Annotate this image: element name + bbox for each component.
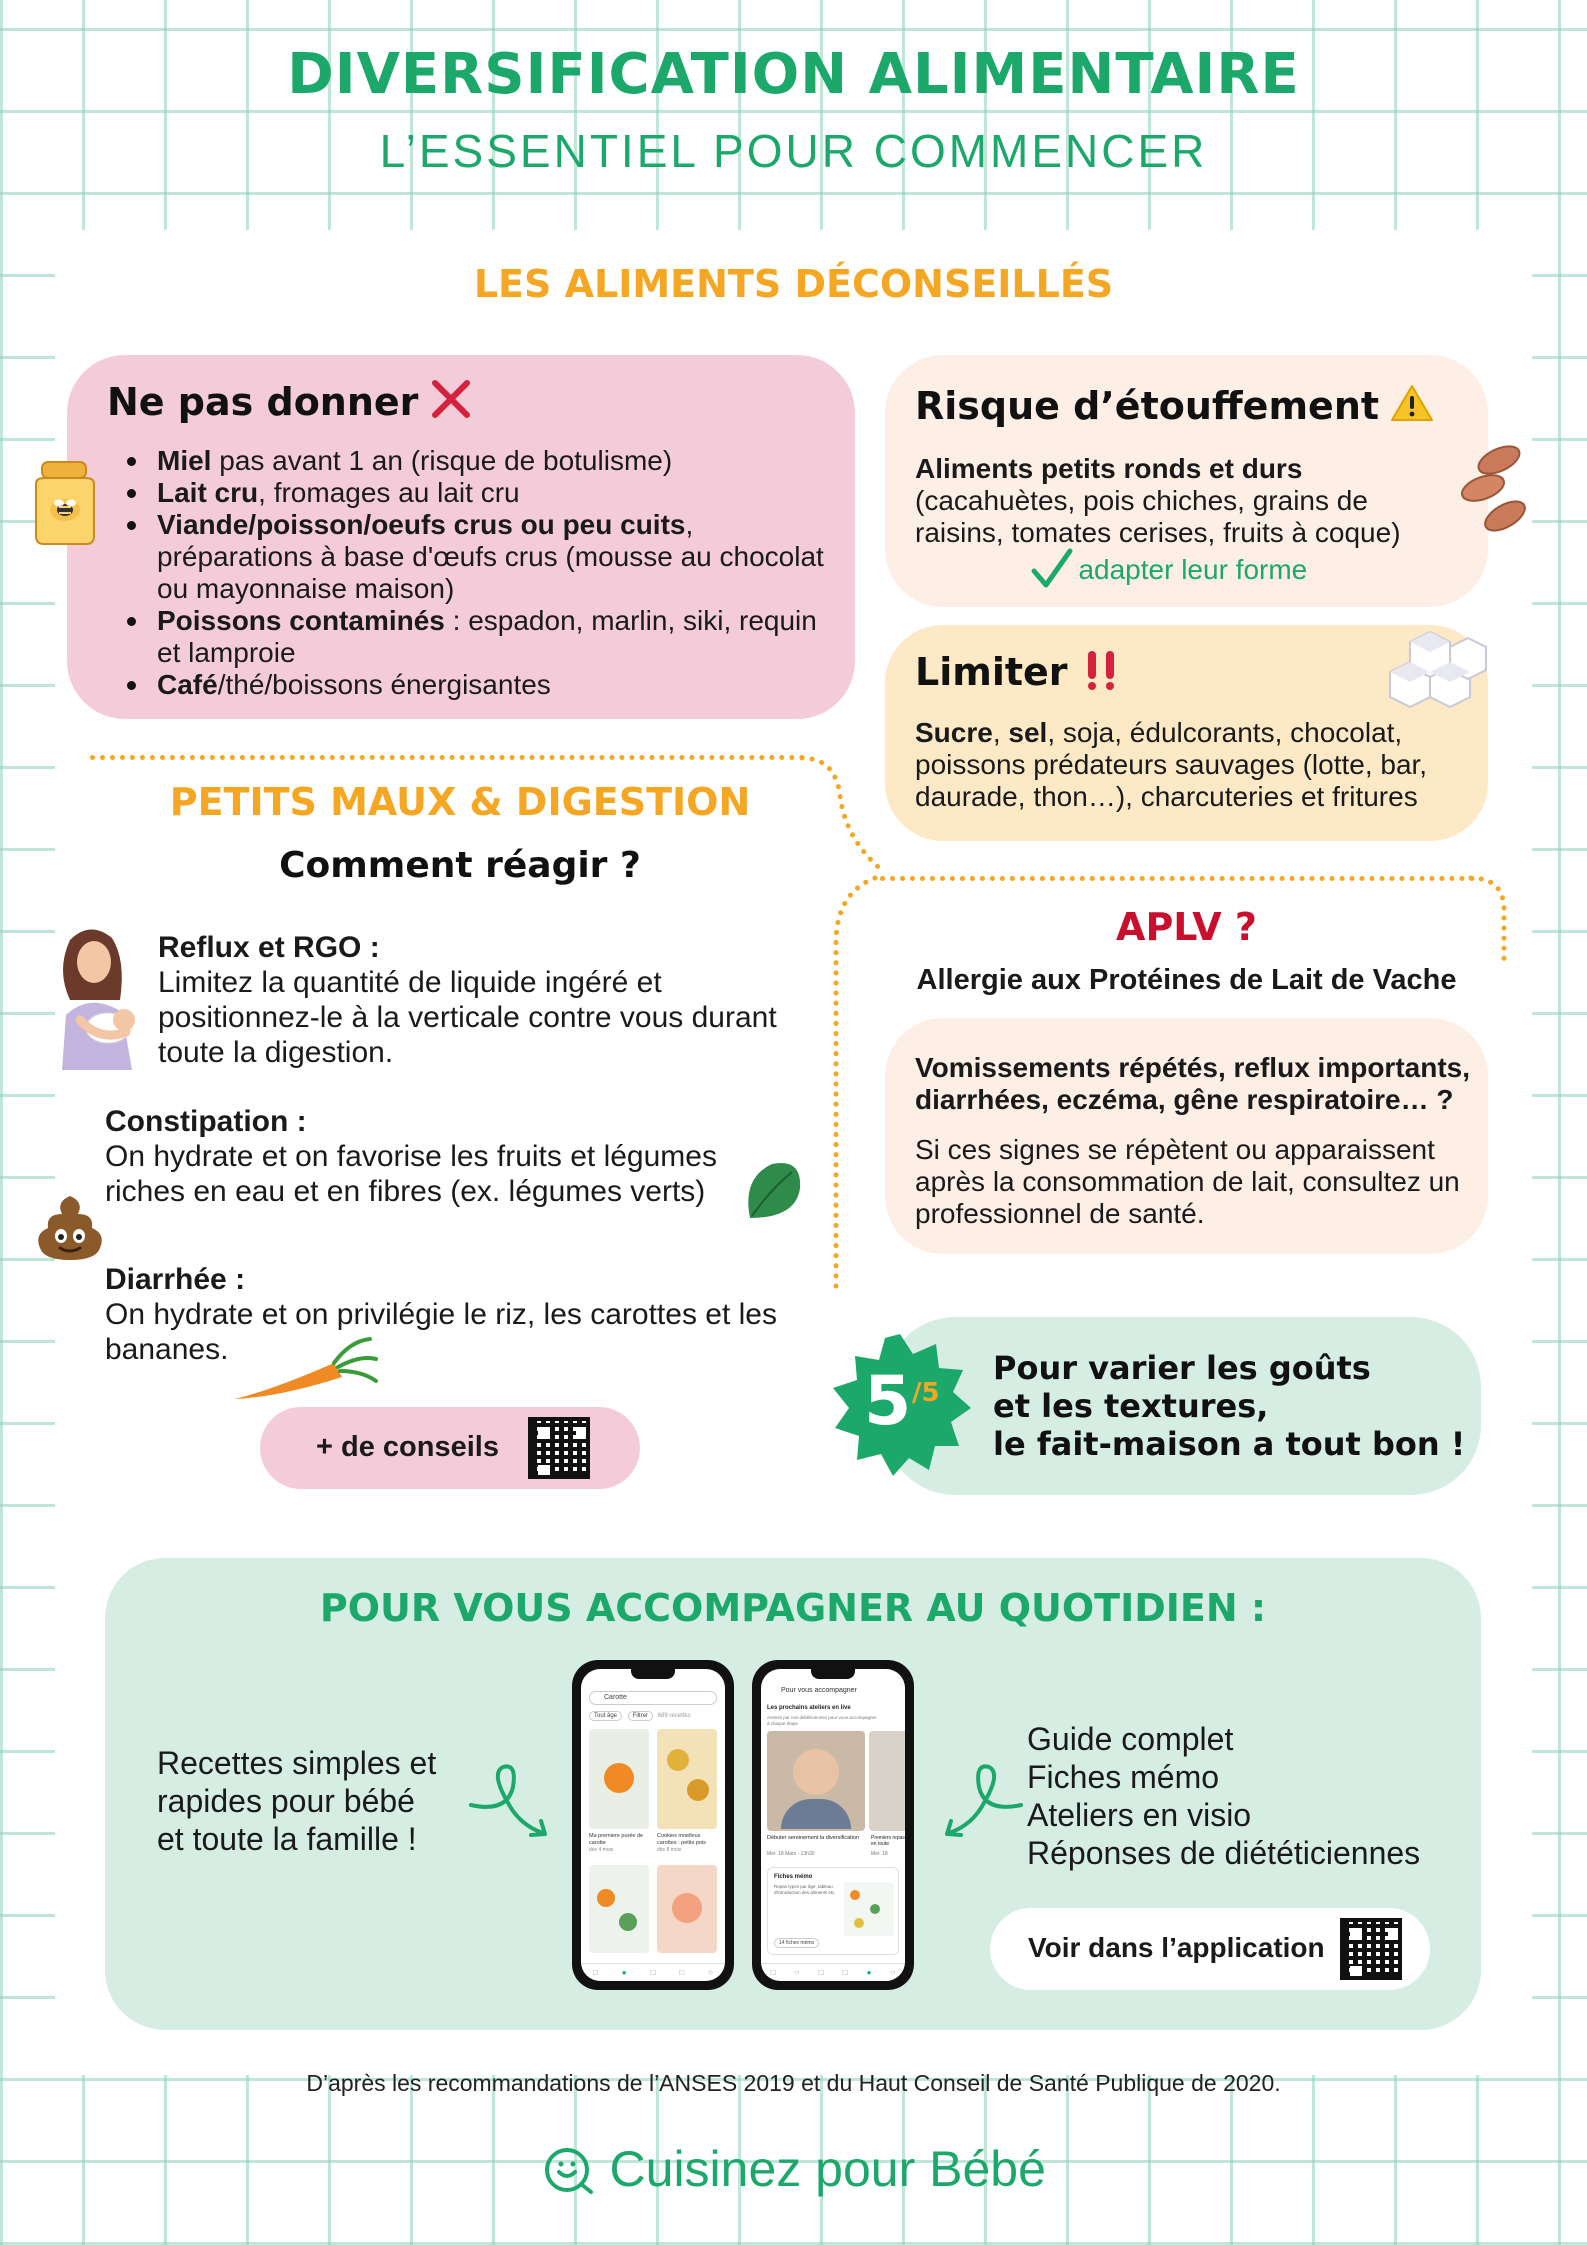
list-item: Guide complet <box>1027 1721 1234 1757</box>
limiter-text: , soja, édulcorants, chocolat, poissons prédateurs sauvages (lotte, bar, daurade, thon…), charcuteries et fritures <box>915 717 1428 812</box>
warning-icon <box>1390 383 1434 423</box>
list-item: Poissons contaminés : espadon, marlin, siki, requin et lamproie <box>107 605 827 669</box>
maux-subtitle: Comment réagir ? <box>279 845 641 886</box>
chef-logo-icon <box>541 2142 597 2198</box>
recipe-thumb <box>589 1865 649 1953</box>
app-button[interactable] <box>990 1908 1430 1990</box>
diarrhee-block <box>105 1262 805 1367</box>
phone-mockup-support: Pour vous accompagner Les prochains ateliers en live Animés par nos diététiciennes pour vous accompagner à chaque étape Débuter sereinement la diversification Mer. 18 Mars · 13h30 Premiers repas en toute Mer. 18 Fiches mémo Repas types par âge, tableau d'introduction des aliments etc. 14 fiches mémo □ ○ □ □ ● ○ <box>752 1660 914 1990</box>
reflux-block <box>158 930 828 1070</box>
page-title: DIVERSIFICATION ALIMENTAIRE <box>287 42 1300 107</box>
recipe-thumb <box>657 1865 717 1953</box>
qr-code-icon[interactable] <box>528 1417 590 1479</box>
brand-logo <box>0 2140 1587 2198</box>
badge-sup: /5 <box>912 1378 940 1408</box>
qr-code-icon[interactable] <box>1340 1918 1402 1980</box>
diarrhee-title: Diarrhée : <box>105 1263 246 1296</box>
card-risque-etouffement <box>885 355 1488 607</box>
risque-bold: Aliments petits ronds et durs <box>915 453 1303 484</box>
aplv-subtitle: Allergie aux Protéines de Lait de Vache <box>916 964 1457 996</box>
list-item: Ateliers en visio <box>1027 1797 1252 1833</box>
card-aplv <box>885 1018 1488 1254</box>
conseils-button[interactable] <box>260 1407 640 1489</box>
risque-heading: Risque d’étouffement <box>915 384 1380 428</box>
ne-pas-donner-list <box>107 445 827 701</box>
list-item: Réponses de diététiciennes <box>1027 1835 1421 1871</box>
section-title-maux: PETITS MAUX & DIGESTION <box>169 780 751 824</box>
arrow-right-icon <box>467 1753 557 1843</box>
spinach-leaf-icon <box>742 1158 804 1224</box>
aplv-symptoms: Vomissements répétés, reflux importants, diarrhées, eczéma, gêne respiratoire… ? <box>915 1052 1470 1115</box>
almonds-icon <box>1455 438 1543 538</box>
recipe-thumb <box>589 1729 649 1829</box>
limiter-bold-sucre: Sucre <box>915 717 993 748</box>
checkmark-icon <box>1030 547 1074 591</box>
reflux-title: Reflux et RGO : <box>158 931 380 964</box>
constipation-block <box>105 1104 785 1209</box>
section-title-accompagner: POUR VOUS ACCOMPAGNER AU QUOTIDIEN : <box>319 1586 1267 1630</box>
fiches-memo-card: Fiches mémo Repas types par âge, tableau d'introduction des aliments etc. 14 fiches mémo <box>767 1867 899 1955</box>
list-item: Café/thé/boissons énergisantes <box>107 669 827 701</box>
list-item: Miel pas avant 1 an (risque de botulisme) <box>107 445 827 477</box>
divider-dotted-vertical <box>828 873 878 1293</box>
constipation-text: On hydrate et on favorise les fruits et légumes riches en eau et en fibres (ex. légumes verts) <box>105 1140 717 1208</box>
brand-name: Cuisinez pour Bébé <box>609 2141 1046 2197</box>
phone-tab-bar: □ ● □ □ ○ <box>581 1963 725 1981</box>
recipe-thumb <box>657 1729 717 1829</box>
footer-note: D’après les recommandations de l’ANSES 2019 et du Haut Conseil de Santé Publique de 2020. <box>306 2070 1281 2096</box>
recettes-text: Recettes simples et rapides pour bébé et toute la famille ! <box>157 1745 437 1857</box>
fait-maison-line2: et les textures, <box>993 1387 1269 1425</box>
divider-dotted <box>90 755 805 760</box>
double-exclamation-icon <box>1082 649 1122 691</box>
poop-icon <box>34 1192 106 1264</box>
page-subtitle: L’ESSENTIEL POUR COMMENCER <box>379 125 1208 177</box>
risque-tip: adapter leur forme <box>1078 554 1308 585</box>
list-item: Lait cru, fromages au lait cru <box>107 477 827 509</box>
card-accompagner <box>105 1558 1481 2030</box>
diarrhee-text: On hydrate et on privilégie le riz, les carottes et les bananes. <box>105 1298 777 1366</box>
reflux-text: Limitez la quantité de liquide ingéré et positionnez-le à la verticale contre vous durant toute la digestion. <box>158 966 777 1069</box>
features-list <box>1027 1720 1420 1872</box>
app-button-label: Voir dans l’application <box>1028 1932 1325 1963</box>
mother-baby-icon <box>40 920 150 1070</box>
cross-icon <box>429 377 473 421</box>
sugar-cubes-icon <box>1380 622 1495 717</box>
limiter-heading: Limiter <box>915 650 1068 694</box>
ne-pas-donner-heading: Ne pas donner <box>107 380 419 424</box>
aplv-advice: Si ces signes se répètent ou apparaissent après la consommation de lait, consultez un professionnel de santé. <box>915 1134 1460 1229</box>
section-title-aliments: LES ALIMENTS DÉCONSEILLÉS <box>473 262 1114 306</box>
badge-main: 5 <box>864 1362 912 1441</box>
card-limiter: Limiter Sucre, sel, soja, édulcorants, chocolat, poissons prédateurs sauvages (lotte, bar, daurade, thon…), charcuteries et fritures <box>885 625 1488 841</box>
divider-dotted <box>880 876 1475 881</box>
list-item: Viande/poisson/oeufs crus ou peu cuits, préparations à base d'œufs crus (mousse au chocolat ou mayonnaise maison) <box>107 509 827 605</box>
risque-text: (cacahuètes, pois chiches, grains de raisins, tomates cerises, fruits à coque) <box>915 485 1401 548</box>
aplv-title: APLV ? <box>1116 905 1257 949</box>
baby-photo <box>767 1731 865 1831</box>
carrot-icon <box>230 1335 380 1405</box>
fait-maison-line1: Pour varier les goûts <box>993 1349 1371 1387</box>
phone-mockup-recipes: Carotte Tout âge Filtrer 689 recettes Ma premiere purée de carotte dès 4 mois Cookies moelleux carottes : petits pois dès 8 mois □ ● □ □ ○ <box>572 1660 734 1990</box>
phone-search-input: Carotte <box>589 1691 717 1705</box>
constipation-title: Constipation : <box>105 1105 307 1138</box>
arrow-left-icon <box>935 1753 1025 1843</box>
card-ne-pas-donner <box>67 355 855 719</box>
limiter-bold-sel: sel <box>1008 717 1048 748</box>
honey-jar-icon <box>28 458 102 548</box>
phone-tab-bar: □ ○ □ □ ● ○ <box>761 1963 905 1981</box>
list-item: Fiches mémo <box>1027 1759 1220 1795</box>
fait-maison-line3: le fait-maison a tout bon ! <box>993 1425 1466 1463</box>
conseils-label: + de conseils <box>316 1431 499 1463</box>
